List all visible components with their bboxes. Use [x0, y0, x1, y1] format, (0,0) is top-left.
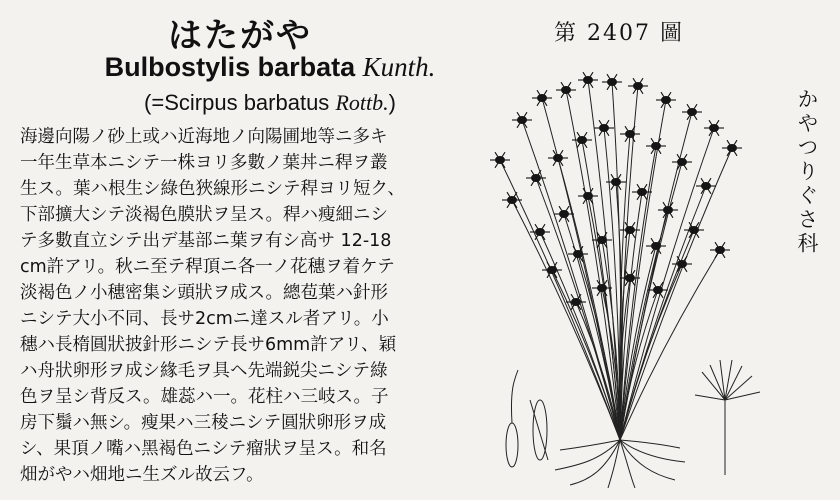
synonym-line: [60, 90, 480, 116]
description-line: 生ス。葉ハ根生シ綠色狹線形ニシテ稈ヨリ短ク、: [20, 179, 405, 199]
spikelet-head: [526, 170, 546, 186]
spikelet-head: [594, 120, 614, 136]
spikelet-head: [512, 112, 532, 128]
scientific-binomial: Bulbostylis barbata: [104, 52, 356, 82]
spikelet-head: [530, 224, 550, 240]
spikelet-head: [656, 92, 676, 108]
scientific-name: [60, 52, 480, 83]
description-line: シ、果頂ノ嘴ハ黑褐色ニシテ瘤狀ヲ呈ス。和名: [20, 439, 387, 459]
description-line: 淡褐色ノ小穗密集シ頭狀ヲ成ス。總苞葉ハ針形: [20, 283, 389, 303]
scientific-author: Kunth.: [362, 52, 436, 82]
spikelet-head: [490, 152, 510, 168]
basal-tuft: [555, 440, 685, 488]
spikelet-head: [646, 238, 666, 254]
spikelet-head: [722, 140, 742, 156]
figure-number: 第 2407 圖: [554, 21, 684, 46]
description-line: 穗ハ長楕圓狀披針形ニシテ長サ6mm許アリ、穎: [20, 335, 397, 355]
spikelet-head: [548, 150, 568, 166]
synonym-close: ): [388, 90, 396, 115]
spikelet-head: [682, 104, 702, 120]
spikelet-head: [710, 242, 730, 258]
description-line: 色ヲ呈シ背反ス。雄蕊ハ一。花柱ハ三岐ス。子: [20, 387, 389, 407]
plant-family-label: かやつりぐさ科: [795, 88, 819, 256]
description-line: ハ舟狀卵形ヲ成シ緣毛ヲ具ヘ先端鋭尖ニシテ綠: [20, 361, 388, 381]
spikelet-head: [628, 78, 648, 94]
description-line: 房下鬚ハ無シ。瘦果ハ三稜ニシテ圓狀卵形ヲ成: [20, 413, 387, 433]
synonym-author: Rottb.: [335, 90, 389, 115]
description-line: 下部擴大シテ淡褐色膜狀ヲ呈ス。稈ハ瘦細ニシ: [20, 205, 389, 225]
spikelet-head: [704, 120, 724, 136]
description-line: 海邊向陽ノ砂上或ハ近海地ノ向陽圃地等ニ多キ: [20, 127, 388, 147]
description-line: 一年生草本ニシテ一株ヨリ多數ノ葉丼ニ稈ヲ叢: [20, 153, 388, 173]
species-description: [20, 124, 460, 488]
spikelet-head: [646, 138, 666, 154]
plant-illustration: [470, 50, 790, 490]
detail-nutlet-and-scale: [506, 370, 548, 467]
description-line: テ多數直立シテ出デ基部ニ葉ヲ有シ高サ 12-18: [20, 231, 392, 251]
spikelet-head: [578, 72, 598, 88]
spikelet-head: [556, 82, 576, 98]
spikelet-head: [502, 192, 522, 208]
description-line: 畑がやハ畑地ニ生ズル故云フ。: [20, 465, 264, 485]
spikelet-head: [532, 90, 552, 106]
detail-spikelet-cluster: [695, 360, 760, 475]
spikelet-head: [578, 188, 598, 204]
description-line: cm許アリ。秋ニ至テ稈頂ニ各一ノ花穗ヲ着ケテ: [20, 257, 395, 277]
spikelet-head: [672, 154, 692, 170]
description-line: ニシテ大小不同、長サ2cmニ達スル者アリ。小: [20, 309, 389, 329]
japanese-name-title: はたがや: [168, 16, 312, 56]
culm-stems: [500, 80, 732, 440]
synonym-name: (=Scirpus barbatus: [144, 90, 330, 115]
